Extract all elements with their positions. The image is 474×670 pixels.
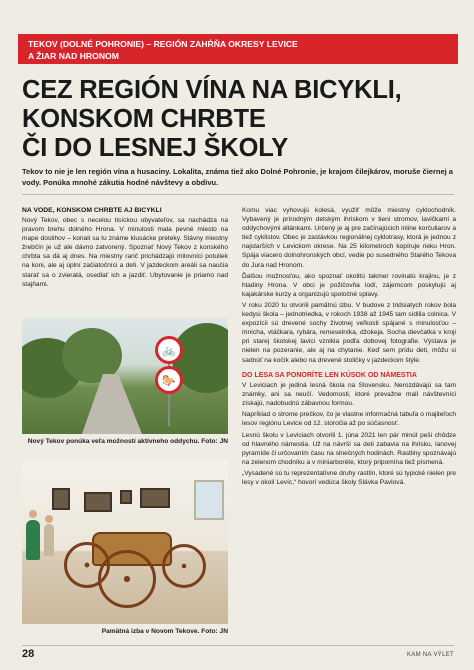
paragraph: Lesnú školu v Leviciach otvorili 1. júna 2021 len pár minút peši chôdze od hlavného námestia. Už na návrší sa deti zabavia na ihrisku, lanovej pyramíde či určovaním času na slnečných hodinách. Rastliny spoznávajú na zelenom chodníku a v miniarboréte, ktorý pripomína tiež písmená. <box>242 431 456 466</box>
visitor-figure <box>44 524 54 556</box>
wall-picture <box>120 490 132 504</box>
photo-caption: Pamätná izba v Novom Tekove. Foto: JN <box>101 628 228 635</box>
paragraph: Komu viac vyhovujú kolesá, využiť môže miestny cyklochodník. Vybavený je prírodným detským ihriskom v tieni stromov, lavičkami a oddychovými altánkami. Určený je aj pre začínajúcich inline korčuliarov a tiež cyklistov. Obec je zastávkou regionálnej cyklotrasy, ktorá je jednou z najstarších v Levickom okrese. Na 25 kilometroch kopíruje rieku Hron. Spája viacero dolnohronských obcí, vedie po susedného Starého Tekova do Jura nad Hronom. <box>242 207 456 269</box>
left-column <box>22 206 228 291</box>
room-window <box>194 480 224 520</box>
page-number: 28 <box>22 648 35 660</box>
section-subhead: DO LESA SA PONORÍTE LEN KÚSOK OD NÁMESTIA <box>242 371 417 379</box>
article-lead: Tekov to nie je len región vína a husaciny. Lokalita, známa tiež ako Dolné Pohronie, je krajom čilejkárov, moruše čiernej a vody. Ponúka mnohé zákutia hodné návštevy a obdivu. <box>22 167 453 187</box>
paragraph: V Leviciach je jediná lesná škola na Slovensku. Nerozdávajú sa tam známky, ani sa neučí. Vedomosti, ktoré prevažne malí návštevníci získajú, nadobudnú zábavnou formou. <box>242 382 456 408</box>
quote-paragraph: „Vysadené sú tu reprezentatívne druhy rastlín, ktoré sú typické nielen pre lesy v okolí Levíc,“ hovorí vedúca školy Slávka Pavlová. <box>242 469 456 487</box>
visitor-head <box>29 510 37 518</box>
divider <box>22 194 454 195</box>
paragraph: V roku 2020 tu otvorili pamätnú izbu. V budove z tridsiatych rokov bola kedysi škola – jednotriedka, v rokoch 1938 až 1945 tam sídlila colnica. V expozícii sú drevené sochy životnej veľkosti spájané s minulosťou – mnícha, vtáčkara, rybára, remeselníka, džokeja. Socha dievčatka v kroji pri starej školskej lavici vznikla podľa dobovej fotografie. Výstava je nielen na pozeranie, ale aj na chytanie. Keď sem prídu deti, môžu si sadnúť na kočík alebo na drevené stoličky v jazdeckom štýle. <box>242 301 456 364</box>
photo-memorial-room <box>22 460 228 624</box>
footer-divider <box>22 645 454 646</box>
horse-sign-icon: 🐎 <box>155 366 183 394</box>
photo-cycle-path <box>22 318 228 434</box>
bicycle-sign-icon: 🚲 <box>155 336 183 364</box>
visitor-figure <box>26 520 40 560</box>
region-banner <box>18 34 458 64</box>
path-shape <box>82 374 142 434</box>
carriage-wheel <box>98 550 156 608</box>
article-headline <box>22 76 462 163</box>
wall-picture <box>52 488 70 510</box>
right-column <box>242 206 456 489</box>
visitor-head <box>45 515 53 523</box>
wall-picture <box>84 492 112 512</box>
section-subhead: NA VODE, KONSKOM CHRBTE AJ BICYKLI <box>22 207 162 214</box>
paragraph: Nový Tekov, obec s necelou tisíckou obyvateľov, sa nachádza na pravom brehu dolného Hrona. V minulosti mala pevné miesto na mape dostihov – konali sa tu známe klusácke preteky. Slávny miestny žrebčín je už ale dávno zatvorený. Spoznať Nový Tekov z konského chrbta sa dá aj dnes. Na miestny ranč prichádzajú milovníci potuliek na koni, ale aj úplní začiatočníci a deti. V jazdeckom areáli sa naučia starať sa o zvieratá, osedlať ich a jazdiť. Ubytovanie je priamo nad stajňami. <box>22 217 228 288</box>
section-label: KAM NA VÝLET <box>407 652 454 658</box>
photo-caption: Nový Tekov ponúka veľa možností aktívneho oddychu. Foto: JN <box>27 438 228 445</box>
banner-line-1: TEKOV (DOLNÉ POHRONIE) – REGIÓN ZAHŔŇA OKRESY LEVICE <box>28 39 298 49</box>
wall-picture <box>140 488 170 508</box>
headline-line-2: KONSKOM CHRBTE <box>22 105 266 133</box>
headline-line-3: ČI DO LESNEJ ŠKOLY <box>22 134 289 162</box>
carriage-wheel <box>162 544 206 588</box>
banner-line-2: A ŽIAR NAD HRONOM <box>28 51 119 61</box>
headline-line-1: CEZ REGIÓN VÍNA NA BICYKLI, <box>22 76 402 104</box>
paragraph: Napríklad o strome prečkov, čo je vlastne informačná tabuľa o majiteľoch lesov regiónu Levice od 12. storočia až po súčasnosť. <box>242 411 456 428</box>
paragraph: Ďalšou možnosťou, ako spoznať okolitú takmer rovinatú krajinu, je z hladiny Hrona. V obci je požičovňa lodí, zájemcom poskytujú aj kajakárske kurzy a organizujú spoločné splavy. <box>242 272 456 298</box>
